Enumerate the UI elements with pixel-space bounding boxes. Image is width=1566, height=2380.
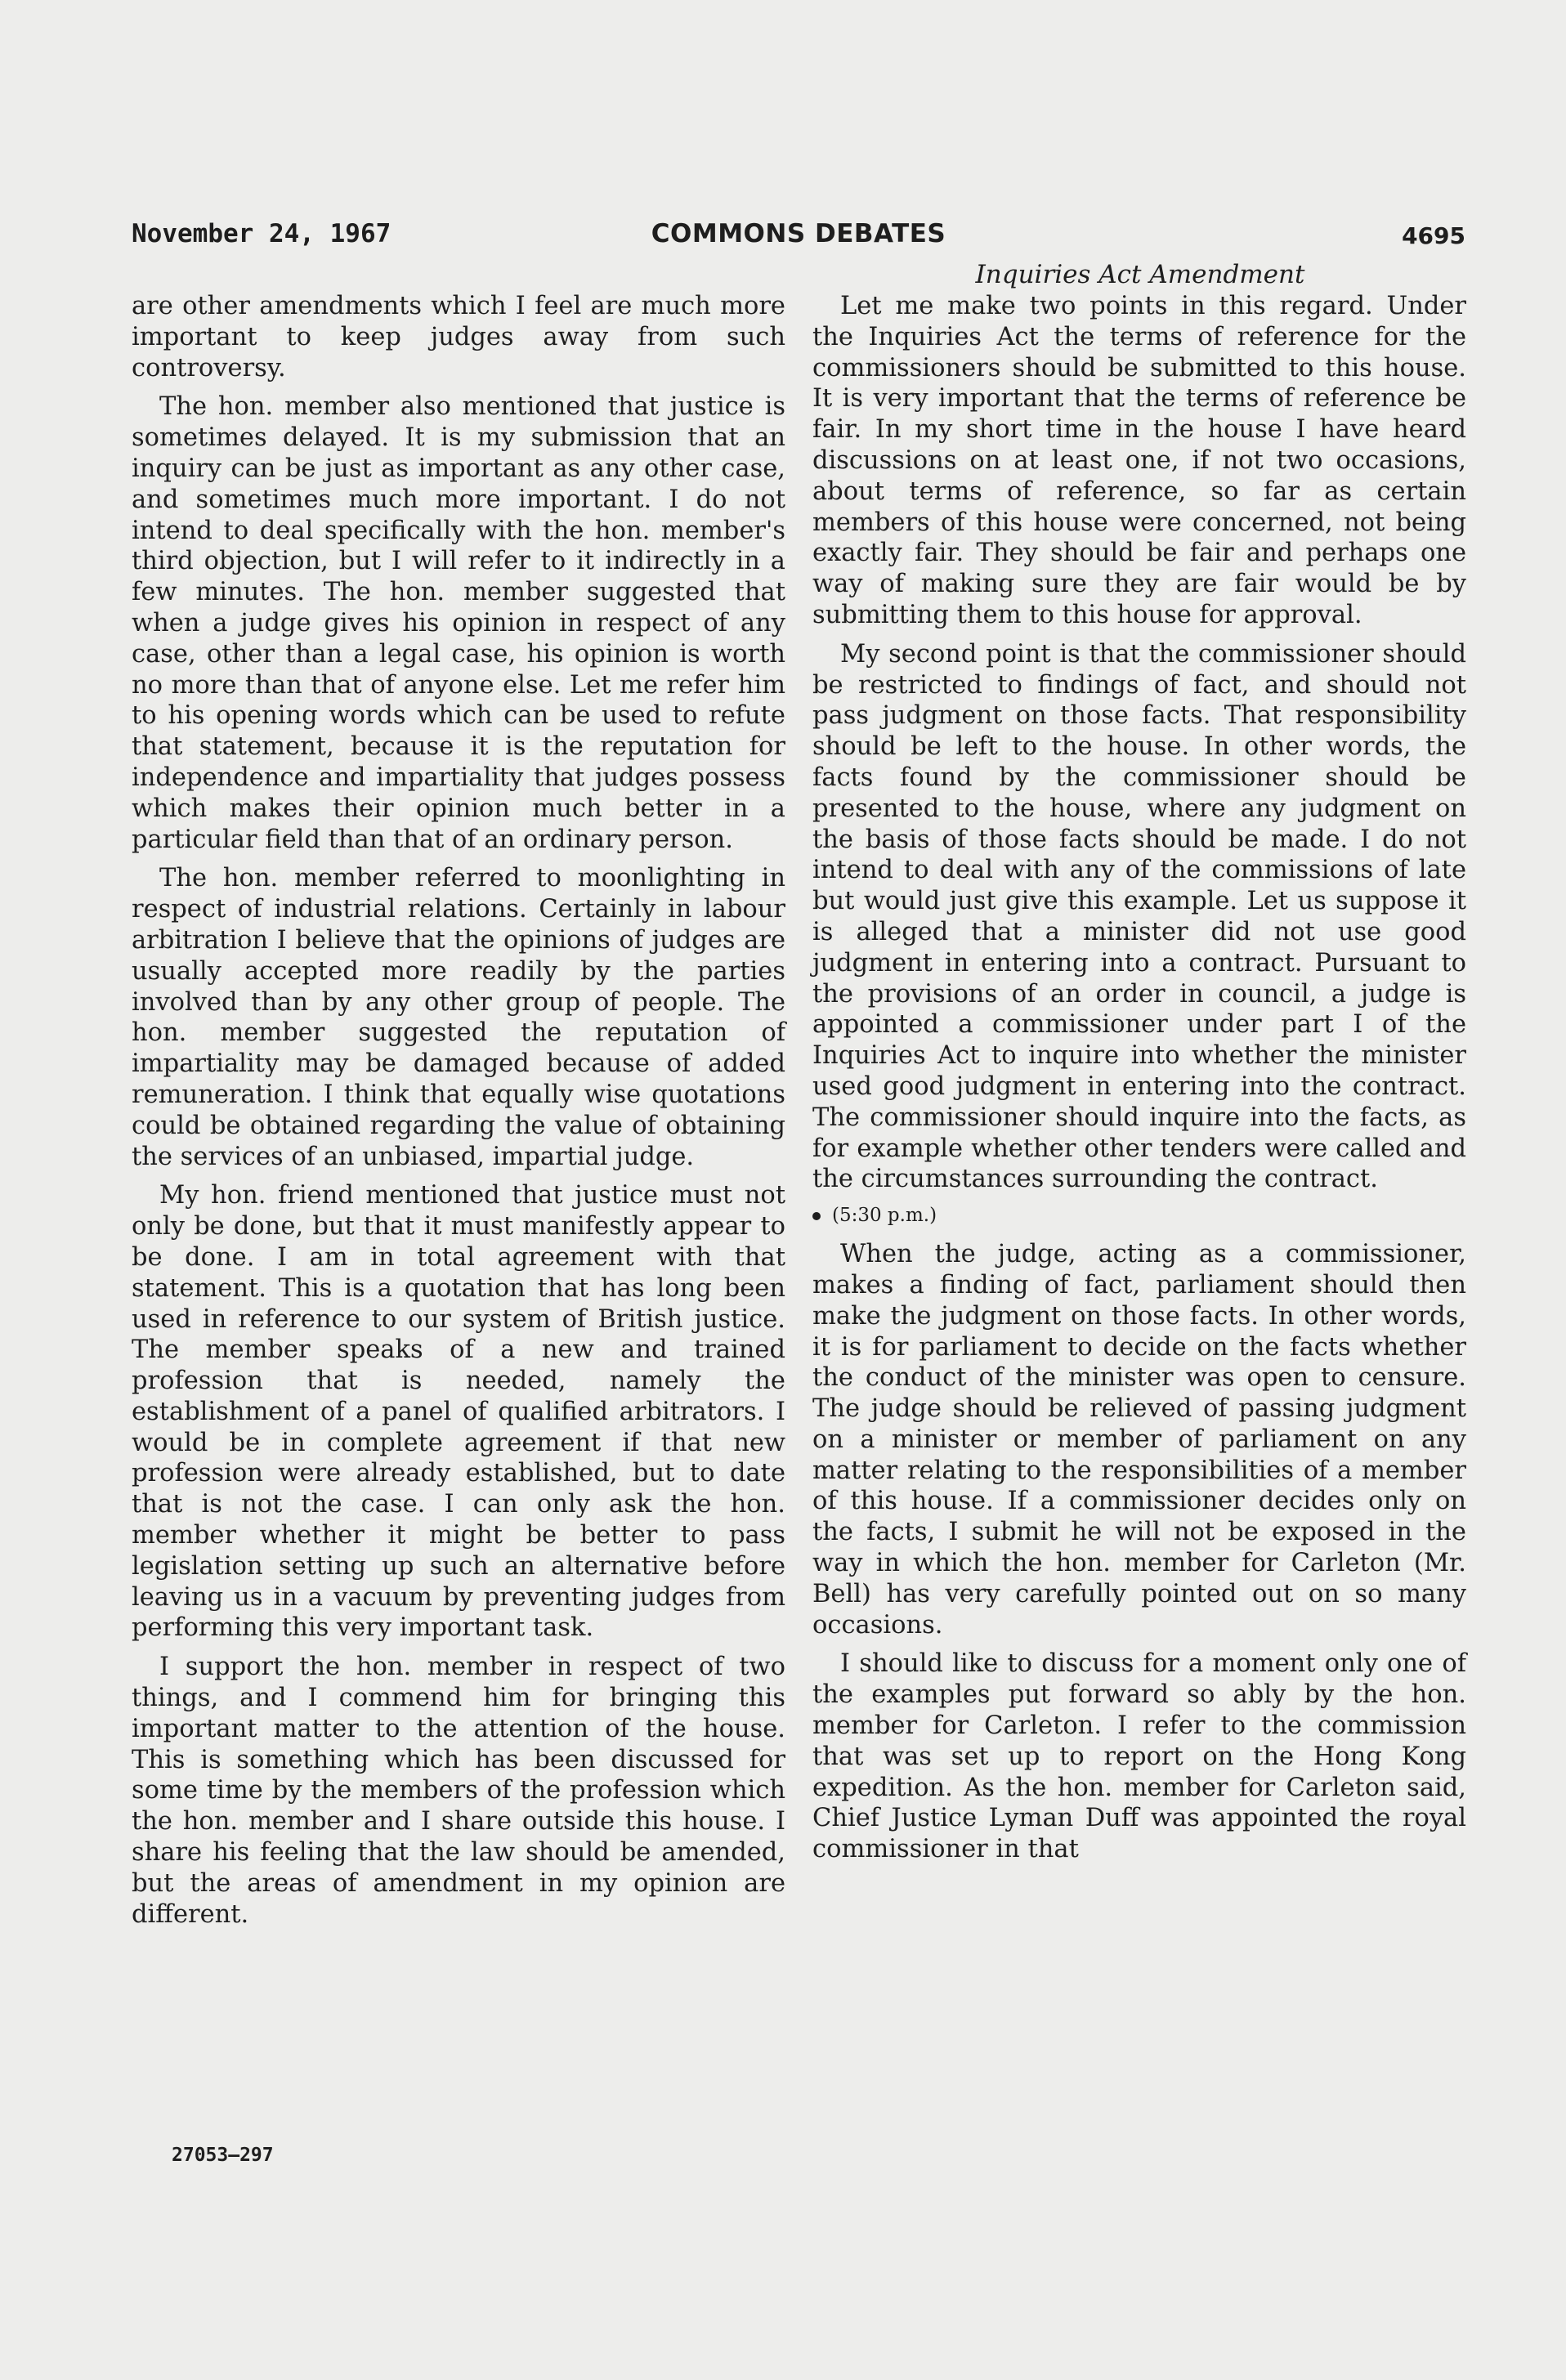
page-header — [132, 219, 1465, 255]
time-marker-text: (5:30 p.m.) — [832, 1205, 937, 1227]
right-column — [812, 291, 1466, 1873]
page-number: 4695 — [1402, 222, 1465, 249]
paragraph: I should like to discuss for a moment only one of the examples put forward so ably by the hon. member for Carleton. I refer to the commission that was set up to report on the Hong Kong expedition. As the hon. member for Carleton said, Chief Justice Lyman Duff was appointed the royal commissioner in that — [812, 1649, 1466, 1864]
header-title: COMMONS DEBATES — [651, 219, 946, 248]
footer-code: 27053—297 — [172, 2145, 274, 2166]
section-subheading: Inquiries Act Amendment — [975, 260, 1305, 289]
paragraph: When the judge, acting as a commissioner, makes a finding of fact, parliament should then make the judgment on those facts. In other words, it is for parliament to decide on the facts whether the conduct of the minister was open to censure. The judge should be relieved of passing judgment on a minister or member of parliament on any matter relating to the responsibilities of a member of this house. If a commissioner decides only on the facts, I submit he will not be exposed in the way in which the hon. member for Carleton (Mr. Bell) has very carefully pointed out on so many occasions. — [812, 1240, 1466, 1640]
paragraph: I support the hon. member in respect of two things, and I commend him for bringing this important matter to the attention of the house. This is something which has been discussed for some time by the members of the profession which the hon. member and I share outside this house. I share his feeling that the law should be amended, but the areas of amendment in my opinion are different. — [132, 1653, 785, 1929]
paragraph: The hon. member referred to moonlighting in respect of industrial relations. Certainly in labour arbitration I believe that the opinions of judges are usually accepted more readily by the parties involved than by any other group of people. The hon. member suggested the reputation of impartiality may be damaged because of added remuneration. I think that equally wise quotations could be obtained regarding the value of obtaining the services of an unbiased, impartial judge. — [132, 864, 785, 1171]
left-column — [132, 291, 785, 1938]
paragraph: are other amendments which I feel are much more important to keep judges away from such controversy. — [132, 292, 785, 382]
paragraph: My second point is that the commissioner should be restricted to findings of fact, and should not pass judgment on those facts. That responsibility should be left to the house. In other words, the facts found by the commissioner should be presented to the house, where any judgment on the basis of those facts should be made. I do not intend to deal with any of the commissions of late but would just give this example. Let us suppose it is alleged that a minister did not use good judgment in entering into a contract. Pursuant to the provisions of an order in council, a judge is appointed a commissioner under part I of the Inquiries Act to inquire into whether the minister used good judgment in entering into the contract. The commissioner should inquire into the facts, as for example whether other tenders were called and the circumstances surrounding the contract. — [812, 639, 1466, 1194]
bullet-icon — [812, 1212, 821, 1220]
paragraph: My hon. friend mentioned that justice must not only be done, but that it must manifestly appear to be done. I am in total agreement with that statement. This is a quotation that has long been used in reference to our system of British justice. The member speaks of a new and trained profession that is needed, namely the establishment of a panel of qualified arbitrators. I would be in complete agreement if that new profession were already established, but to date that is not the case. I can only ask the hon. member whether it might be better to pass legislation setting up such an alternative before leaving us in a vacuum by preventing judges from performing this very important task. — [132, 1181, 785, 1643]
time-marker — [812, 1203, 1466, 1228]
paragraph: Let me make two points in this regard. Under the Inquiries Act the terms of reference for the commissioners should be submitted to this house. It is very important that the terms of reference be fair. In my short time in the house I have heard discussions on at least one, if not two occasions, about terms of reference, so far as certain members of this house were concerned, not being exactly fair. They should be fair and perhaps one way of making sure they are fair would be by submitting them to this house for approval. — [812, 292, 1466, 629]
header-date: November 24, 1967 — [132, 219, 392, 248]
paragraph: The hon. member also mentioned that justice is sometimes delayed. It is my submission that an inquiry can be just as important as any other case, and sometimes much more important. I do not intend to deal specifically with the hon. member's third objection, but I will refer to it indirectly in a few minutes. The hon. member suggested that when a judge gives his opinion in respect of any case, other than a legal case, his opinion is worth no more than that of anyone else. Let me refer him to his opening words which can be used to refute that statement, because it is the reputation for independence and impartiality that judges possess which makes their opinion much better in a particular field than that of an ordinary person. — [132, 392, 785, 854]
